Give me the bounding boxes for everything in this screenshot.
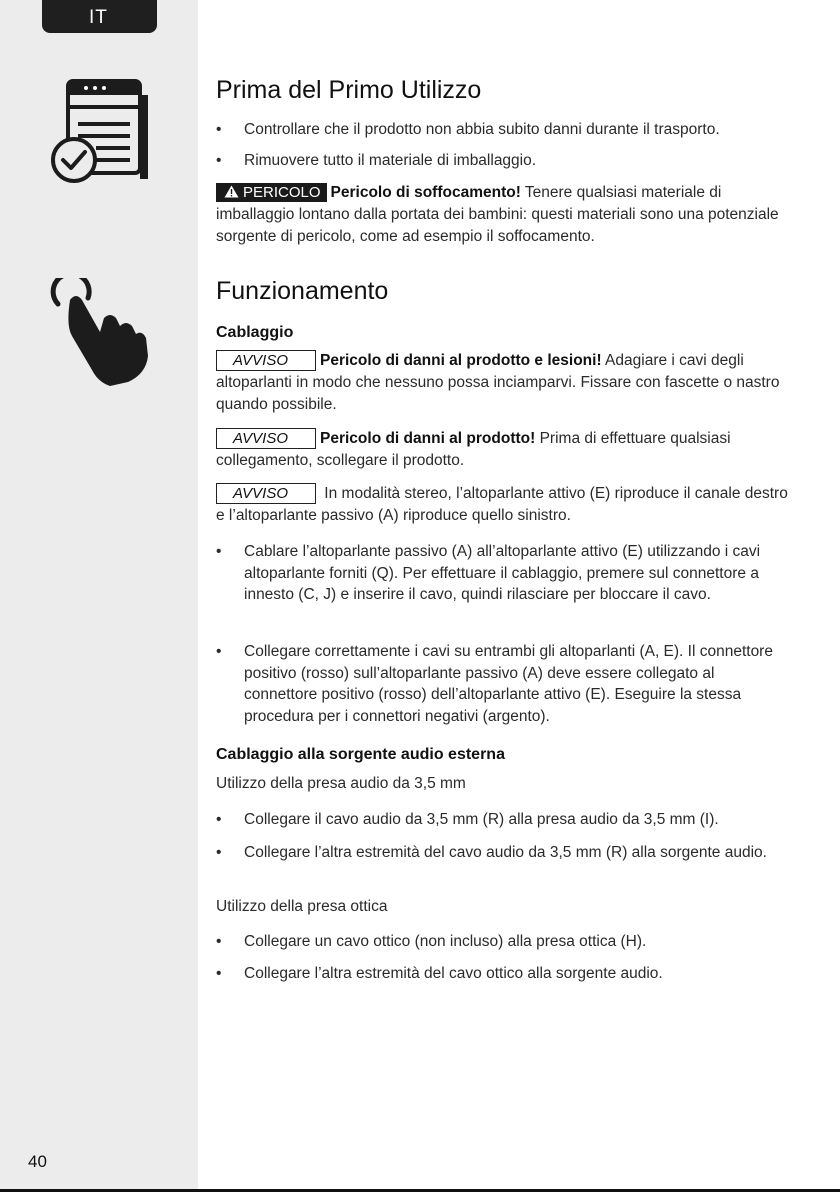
- bullet-symbol: •: [216, 933, 222, 950]
- notice-text: Prima di effettuare qualsiasi collegamento, scollegare il prodotto.: [216, 430, 731, 469]
- list-item: [216, 809, 786, 831]
- notice-badge: AVVISO: [216, 483, 316, 504]
- optical-intro: Utilizzo della presa ottica: [216, 898, 388, 915]
- bullet-symbol: •: [216, 844, 222, 861]
- bullet-symbol: •: [216, 543, 222, 560]
- list-item: [216, 641, 786, 727]
- notice: [216, 428, 791, 472]
- list-item-text: Collegare correttamente i cavi su entrambi gli altoparlanti (A, E). Il connettore positivo (rosso) sull’altoparlante passivo (A) deve essere collegato al connettore positivo (rosso) dell’altoparlante attivo (E). Eseguire la stessa procedura per i connettori negativi (argento).: [244, 643, 773, 725]
- checklist-document-icon: [50, 78, 150, 184]
- list-item: [216, 119, 786, 141]
- hand-pointer-icon: [48, 278, 152, 386]
- bullet-symbol: •: [216, 152, 222, 169]
- danger-badge-label: PERICOLO: [243, 184, 321, 201]
- bullet-symbol: •: [216, 643, 222, 660]
- notice-heading: Pericolo di danni al prodotto e lesioni!: [320, 352, 602, 369]
- section-title-before-first-use: Prima del Primo Utilizzo: [216, 76, 482, 104]
- jack-intro: Utilizzo della presa audio da 3,5 mm: [216, 775, 466, 792]
- notice: [216, 483, 791, 527]
- list-item-text: Collegare un cavo ottico (non incluso) alla presa ottica (H).: [244, 933, 647, 950]
- bullet-symbol: •: [216, 121, 222, 138]
- bullet-symbol: •: [216, 965, 222, 982]
- list-item: [216, 931, 786, 953]
- list-item-text: Cablare l’altoparlante passivo (A) all’altoparlante attivo (E) utilizzando i cavi altoparlante forniti (Q). Per effettuare il cablaggio, premere sul connettore a innesto (C, J) e inserire il cavo, quindi rilasciare per bloccare il cavo.: [244, 543, 761, 603]
- danger-text: Tenere qualsiasi materiale di imballaggio lontano dalla portata dei bambini: questi materiali sono una potenziale sorgente di pericolo, come ad esempio il soffocamento.: [216, 184, 779, 245]
- list-item-text: Controllare che il prodotto non abbia subito danni durante il trasporto.: [244, 121, 720, 138]
- notice-text: Adagiare i cavi degli altoparlanti in modo che nessuno possa inciamparvi. Fissare con fascette o nastro quando possibile.: [216, 352, 780, 413]
- list-item: [216, 963, 786, 985]
- warning-triangle-icon: [224, 185, 239, 198]
- section-title-operation: Funzionamento: [216, 277, 389, 305]
- language-tab: IT: [42, 0, 157, 33]
- notice: [216, 350, 791, 416]
- danger-notice: [216, 182, 791, 248]
- list-item-text: Collegare il cavo audio da 3,5 mm (R) alla presa audio da 3,5 mm (I).: [244, 811, 719, 828]
- notice-heading: Pericolo di danni al prodotto!: [320, 430, 536, 447]
- page-number: 40: [28, 1152, 47, 1171]
- notice-text: In modalità stereo, l’altoparlante attivo (E) riproduce il canale destro e l’altoparlante passivo (A) riproduce quello sinistro.: [216, 485, 788, 524]
- list-item: [216, 842, 786, 864]
- danger-badge: [216, 183, 327, 202]
- list-item-text: Rimuovere tutto il materiale di imballaggio.: [244, 152, 537, 169]
- subheading-external-source: Cablaggio alla sorgente audio esterna: [216, 746, 505, 763]
- list-item-text: Collegare l’altra estremità del cavo audio da 3,5 mm (R) alla sorgente audio.: [244, 844, 767, 861]
- notice-badge: AVVISO: [216, 350, 316, 371]
- list-item-text: Collegare l’altra estremità del cavo ottico alla sorgente audio.: [244, 965, 663, 982]
- list-item: [216, 150, 786, 172]
- bullet-symbol: •: [216, 811, 222, 828]
- subheading-wiring: Cablaggio: [216, 324, 294, 341]
- danger-heading: Pericolo di soffocamento!: [330, 184, 521, 201]
- list-item: [216, 541, 786, 606]
- notice-badge: AVVISO: [216, 428, 316, 449]
